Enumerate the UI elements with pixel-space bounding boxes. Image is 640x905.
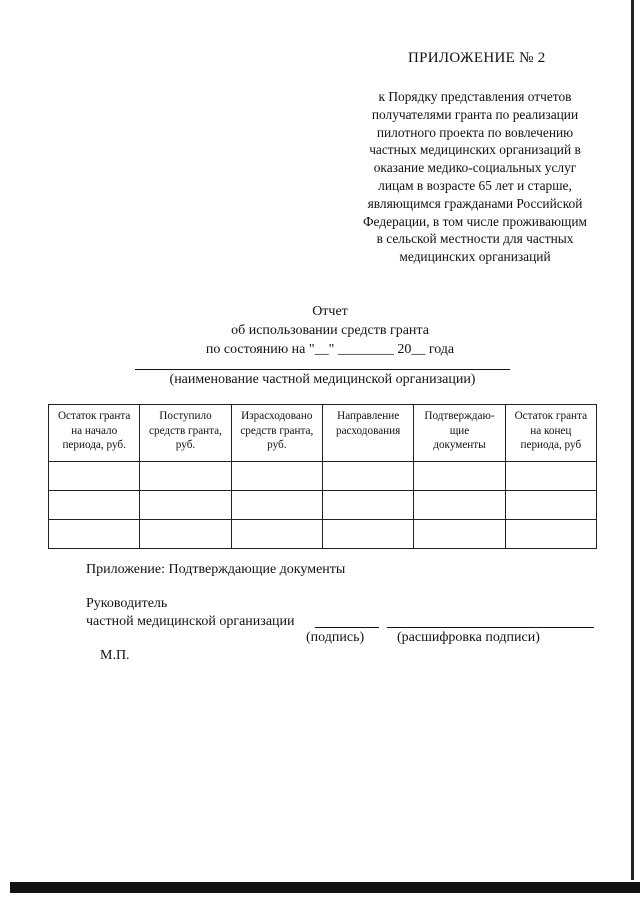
appendix-line: медицинских организаций: [399, 249, 551, 265]
appendix-line: пилотного проекта по вовлечению: [376, 124, 574, 140]
column-header-spent: Израсходовано средств гранта, руб.: [231, 405, 322, 462]
table-cell: [140, 491, 231, 520]
column-header-start-balance: Остаток гранта на начало периода, руб.: [49, 405, 140, 462]
stamp-mark: М.П.: [100, 648, 130, 663]
org-name-caption: (наименование частной медицинской организации): [169, 372, 476, 387]
table-cell: [505, 462, 596, 491]
appendix-line: оказание медико-социальных услуг: [373, 160, 577, 176]
attachment-note: Приложение: Подтверждающие документы: [86, 562, 346, 577]
table-cell: [49, 462, 140, 491]
table-cell: [505, 520, 596, 549]
table-cell: [322, 491, 413, 520]
appendix-line: к Порядку представления отчетов: [378, 89, 572, 104]
table-cell: [322, 520, 413, 549]
signature-caption: (подпись): [306, 630, 365, 645]
org-label: частной медицинской организации: [86, 614, 295, 629]
report-date-line: по состоянию на "__" ________ 20__ года: [205, 342, 455, 357]
table-cell: [414, 462, 505, 491]
table-cell: [49, 491, 140, 520]
scan-edge-right: [631, 0, 634, 880]
signature-decode-caption: (расшифровка подписи): [397, 630, 540, 645]
table-cell: [231, 520, 322, 549]
table-cell: [505, 491, 596, 520]
table-cell: [231, 462, 322, 491]
scan-edge-bottom: [10, 882, 640, 893]
report-table: [48, 404, 597, 549]
report-title-line: об использовании средств гранта: [231, 323, 429, 338]
table-row: [49, 520, 597, 549]
appendix-line: в сельской местности для частных: [376, 231, 574, 247]
table-cell: [231, 491, 322, 520]
appendix-title: ПРИЛОЖЕНИЕ № 2: [408, 50, 546, 66]
table-cell: [414, 491, 505, 520]
appendix-line: получателями гранта по реализации: [371, 106, 579, 122]
table-header-row: [49, 405, 597, 462]
column-header-end-balance: Остаток гранта на конец периода, руб: [505, 405, 596, 462]
signature-line: [315, 627, 379, 628]
table-cell: [322, 462, 413, 491]
column-header-documents: Подтверждаю- щие документы: [414, 405, 505, 462]
appendix-line: частных медицинских организаций в: [369, 142, 581, 158]
report-title-line: Отчет: [312, 304, 348, 319]
table-cell: [140, 520, 231, 549]
table-row: [49, 462, 597, 491]
appendix-line: являющимся гражданами Российской: [367, 195, 583, 211]
table-row: [49, 491, 597, 520]
table-cell: [414, 520, 505, 549]
column-header-direction: Направление расходования: [322, 405, 413, 462]
table-cell: [49, 520, 140, 549]
appendix-text: [330, 88, 620, 266]
column-header-received: Поступило средств гранта, руб.: [140, 405, 231, 462]
appendix-line: лицам в возрасте 65 лет и старше,: [378, 177, 572, 193]
report-title: [140, 302, 520, 359]
org-name-line: [135, 369, 510, 370]
table-cell: [140, 462, 231, 491]
signature-decode-line: [387, 627, 594, 628]
appendix-line: Федерации, в том числе проживающим: [362, 213, 588, 229]
head-label: Руководитель: [86, 596, 168, 611]
